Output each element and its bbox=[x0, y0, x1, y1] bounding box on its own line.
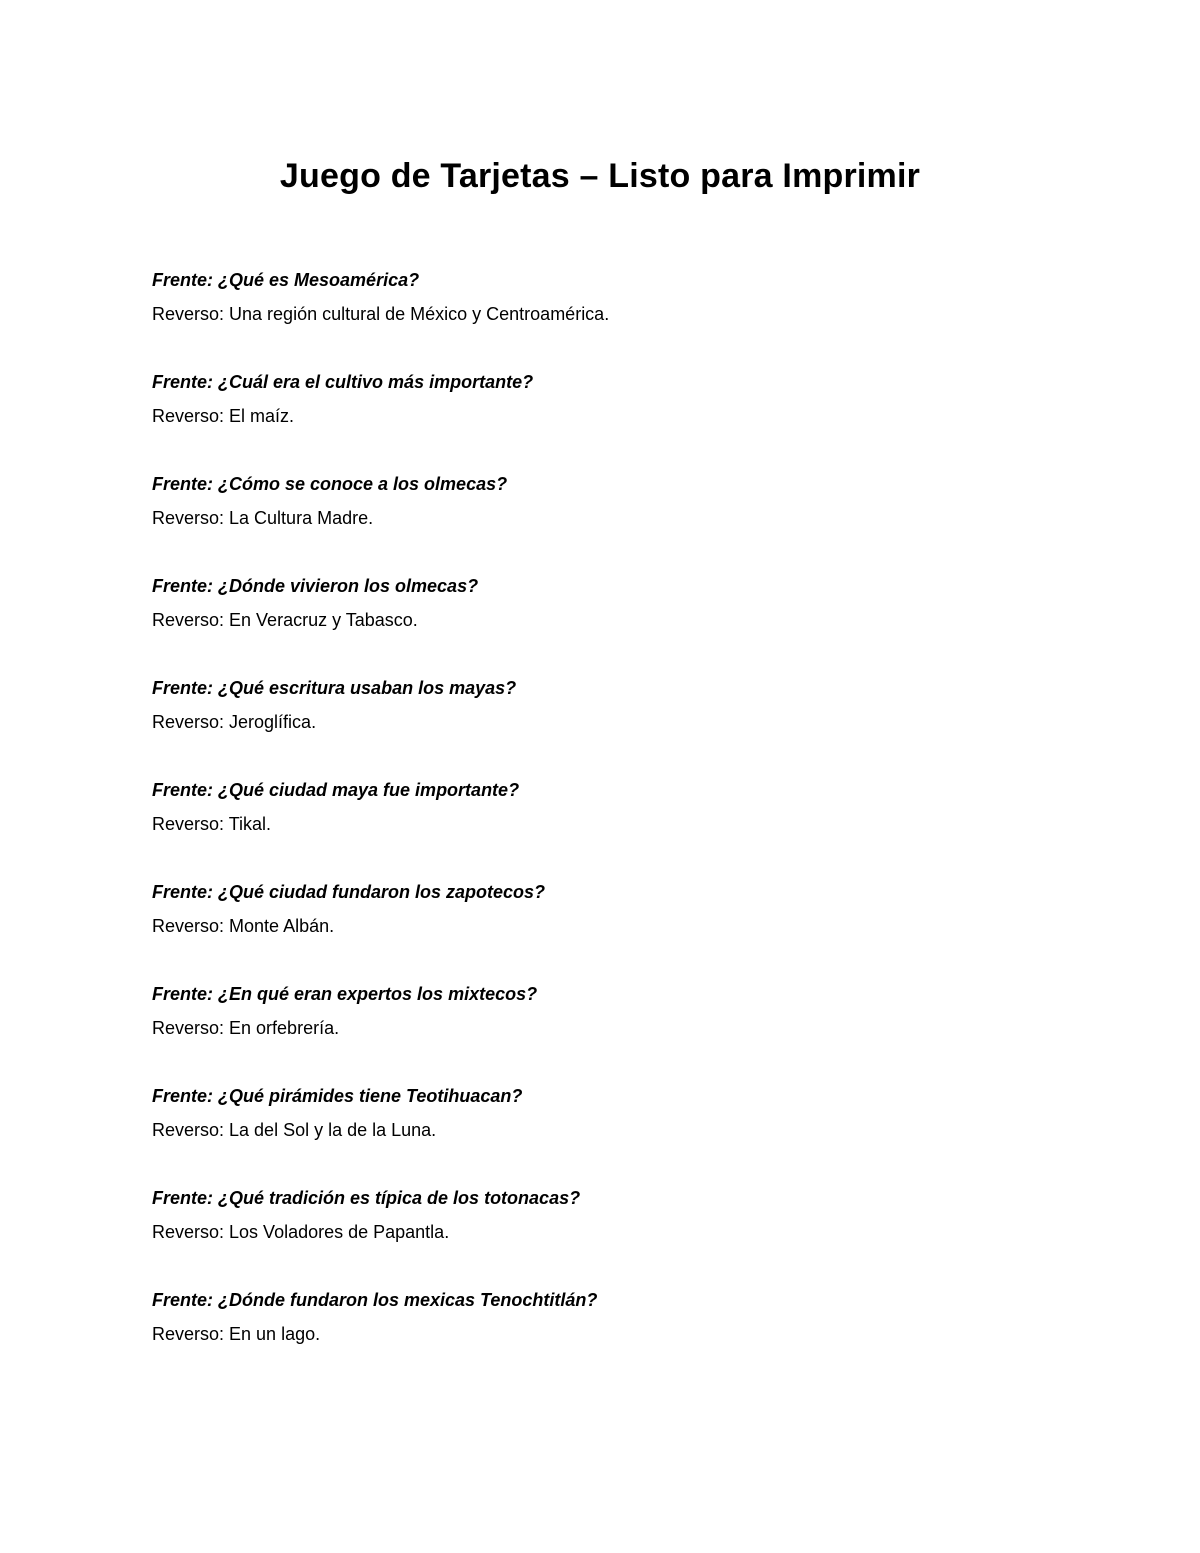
card-back: Reverso: El maíz. bbox=[152, 406, 295, 426]
card-back: Reverso: La Cultura Madre. bbox=[152, 508, 374, 528]
card-back: Reverso: Una región cultural de México y Centroamérica. bbox=[152, 304, 610, 324]
card-back: Reverso: Monte Albán. bbox=[152, 916, 335, 936]
card-back: Reverso: En Veracruz y Tabasco. bbox=[152, 610, 418, 630]
card-front: Frente: ¿Qué pirámides tiene Teotihuacan? bbox=[152, 1086, 523, 1106]
card-back: Reverso: La del Sol y la de la Luna. bbox=[152, 1120, 437, 1140]
flashcard-list bbox=[152, 263, 1112, 1385]
card-front: Frente: ¿Qué tradición es típica de los totonacas? bbox=[152, 1188, 581, 1208]
card-back: Reverso: En un lago. bbox=[152, 1324, 321, 1344]
flashcard-item bbox=[152, 977, 1112, 1079]
card-back: Reverso: En orfebrería. bbox=[152, 1018, 340, 1038]
flashcard-item bbox=[152, 773, 1112, 875]
card-front: Frente: ¿Qué ciudad maya fue importante? bbox=[152, 780, 520, 800]
flashcard-item bbox=[152, 1079, 1112, 1181]
flashcard-item bbox=[152, 671, 1112, 773]
card-back: Reverso: Tikal. bbox=[152, 814, 272, 834]
flashcard-item bbox=[152, 1283, 1112, 1385]
flashcard-item bbox=[152, 365, 1112, 467]
page-title: Juego de Tarjetas – Listo para Imprimir bbox=[279, 157, 921, 195]
flashcard-item bbox=[152, 569, 1112, 671]
card-front: Frente: ¿En qué eran expertos los mixtecos? bbox=[152, 984, 538, 1004]
card-front: Frente: ¿Cómo se conoce a los olmecas? bbox=[152, 474, 508, 494]
card-back: Reverso: Jeroglífica. bbox=[152, 712, 317, 732]
card-front: Frente: ¿Qué escritura usaban los mayas? bbox=[152, 678, 517, 698]
flashcard-item bbox=[152, 875, 1112, 977]
card-front: Frente: ¿Dónde vivieron los olmecas? bbox=[152, 576, 479, 596]
card-front: Frente: ¿Qué ciudad fundaron los zapotecos? bbox=[152, 882, 546, 902]
flashcard-item bbox=[152, 467, 1112, 569]
card-front: Frente: ¿Cuál era el cultivo más importante? bbox=[152, 372, 534, 392]
card-back: Reverso: Los Voladores de Papantla. bbox=[152, 1222, 450, 1242]
flashcard-item bbox=[152, 1181, 1112, 1283]
flashcard-item bbox=[152, 263, 1112, 365]
card-front: Frente: ¿Dónde fundaron los mexicas Tenochtitlán? bbox=[152, 1290, 598, 1310]
card-front: Frente: ¿Qué es Mesoamérica? bbox=[152, 270, 420, 290]
